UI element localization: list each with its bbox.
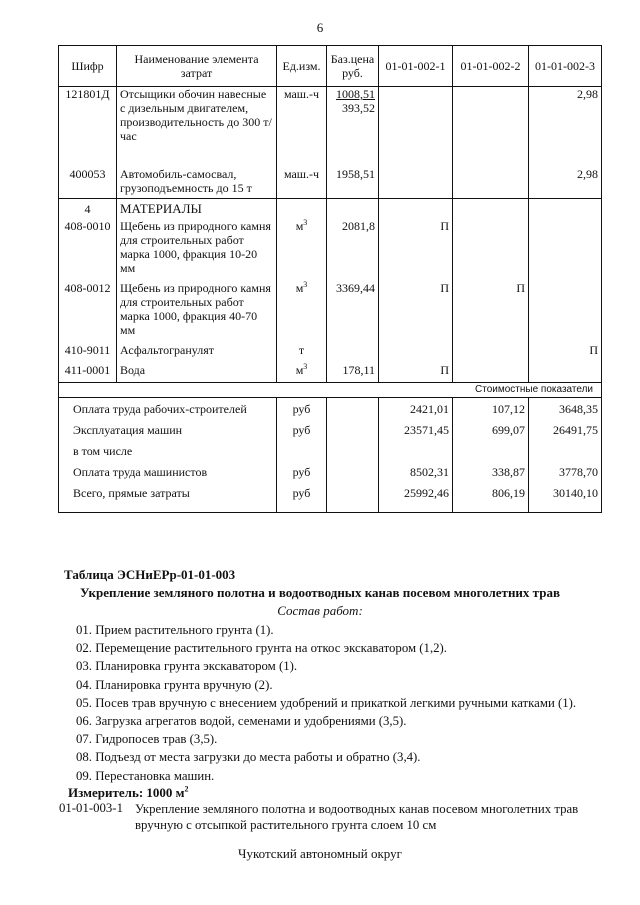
cell-col-3 (529, 219, 602, 281)
list-item: 09. Перестановка машин. (76, 768, 215, 783)
page-number: 6 (316, 20, 324, 35)
total-label: Всего, прямые затраты (59, 482, 277, 512)
total-col-1: 8502,31 (379, 461, 453, 482)
cell-col-1 (379, 343, 453, 363)
cell-code: 400053 (59, 167, 117, 199)
total-col-2: 338,87 (453, 461, 529, 482)
total-col-3: 3648,35 (529, 398, 602, 420)
total-row (59, 419, 602, 440)
total-col-1: 2421,01 (379, 398, 453, 420)
total-col-3: 30140,10 (529, 482, 602, 512)
cell-name: Щебень из природного камня для строительных работ марка 1000, фракция 40-70 мм (117, 281, 277, 343)
cell-price: 3369,44 (327, 281, 379, 343)
cell-col-1: П (379, 281, 453, 343)
total-col-3: 26491,75 (529, 419, 602, 440)
total-col-1: 25992,46 (379, 482, 453, 512)
work-list (76, 621, 576, 785)
cell-unit: $м^3$ (277, 281, 327, 343)
cell-name: Щебень из природного камня для строительных работ марка 1000, фракция 10-20 мм (117, 219, 277, 281)
list-item: 03. Планировка грунта экскаватором (1). (76, 659, 298, 674)
total-label: Оплата труда рабочих-строителей (59, 398, 277, 420)
cell-unit: $м^3$ (277, 219, 327, 281)
cell-col-1 (379, 87, 453, 167)
list-item: 04. Планировка грунта вручную (2). (76, 677, 273, 692)
cell-col-3: 2,98 (529, 87, 602, 167)
total-label: Эксплуатация машин (59, 419, 277, 440)
total-col-3: 3778,70 (529, 461, 602, 482)
cell-col-2 (453, 167, 529, 199)
total-unit: руб (277, 461, 327, 482)
table-row (59, 343, 602, 363)
total-col-2: 806,19 (453, 482, 529, 512)
section-row (59, 199, 602, 219)
list-item: 07. Гидропосев трав (3,5). (76, 732, 218, 747)
table-title: Таблица ЭСНиЕРр-01-01-003 (64, 567, 236, 582)
cell-unit: маш.-ч (277, 87, 327, 167)
cell-unit: т (277, 343, 327, 363)
header-name: Наименование элемента затрат (117, 46, 277, 87)
header-unit: Ед.изм. (277, 46, 327, 87)
table-subtitle: Укрепление земляного полотна и водоотводных канав посевом многолетних трав (80, 585, 560, 600)
cell-col-1: П (379, 219, 453, 281)
price-denominator: 393,52 (342, 101, 375, 115)
list-item: 05. Посев трав вручную с внесением удобрений и прикаткой легкими ручными катками (1). (76, 695, 577, 710)
cell-col-1 (379, 167, 453, 199)
cell-code: 411-0001 (59, 363, 117, 383)
total-row (59, 461, 602, 482)
cell-price: 2081,8 (327, 219, 379, 281)
total-col-2: 699,07 (453, 419, 529, 440)
cell-code: 121801Д (59, 87, 117, 167)
cell-col-2 (453, 343, 529, 363)
cell-col-3: П (529, 343, 602, 363)
cell-name: Автомобиль-самосвал, грузоподъемность до 15 т (117, 167, 277, 199)
cell-col-2 (453, 219, 529, 281)
cell-code: 410-9011 (59, 343, 117, 363)
cell-price: 178,11 (327, 363, 379, 383)
measure-label: Измеритель: 1000 $м^2$ (68, 784, 189, 800)
list-item: 02. Перемещение растительного грунта на откос экскаватором (1,2). (76, 641, 448, 656)
cell-name: Асфальтогранулят (117, 343, 277, 363)
total-unit: руб (277, 398, 327, 420)
resource-table (58, 45, 602, 513)
cell-price: 1958,51 (327, 167, 379, 199)
list-item: 01. Прием растительного грунта (1). (76, 623, 274, 637)
cell-col-3 (529, 281, 602, 343)
table-row (59, 219, 602, 281)
table-row (59, 363, 602, 383)
total-label: в том числе (59, 440, 277, 461)
cell-col-2 (453, 363, 529, 383)
price-numerator: 1008,51 (336, 87, 375, 101)
cell-name: Отсыщики обочин навесные с дизельным двигателем, производительность до 300 т/час (117, 87, 277, 167)
section-title: МАТЕРИАЛЫ (117, 199, 277, 219)
total-unit: руб (277, 419, 327, 440)
table-row (59, 281, 602, 343)
table-row (59, 167, 602, 199)
cell-col-3 (529, 363, 602, 383)
total-unit: руб (277, 482, 327, 512)
cell-unit: $м^3$ (277, 363, 327, 383)
total-col-1: 23571,45 (379, 419, 453, 440)
cell-price (327, 343, 379, 363)
header-code: Шифр (59, 46, 117, 87)
header-col-1: 01-01-002-1 (379, 46, 453, 87)
cell-price (327, 87, 379, 167)
section-number: 4 (59, 199, 117, 219)
cell-col-1: П (379, 363, 453, 383)
total-row (59, 398, 602, 420)
total-row (59, 440, 602, 461)
list-item: 06. Загрузка агрегатов водой, семенами и удобрениями (3,5). (76, 714, 407, 729)
cell-name: Вода (117, 363, 277, 383)
header-price: Баз.цена руб. (327, 46, 379, 87)
cell-code: 408-0010 (59, 219, 117, 281)
norm-description: Укрепление земляного полотна и водоотводных канав посевом многолетних трав вручную с отсыпкой растительного грунта слоем 10 см (135, 802, 579, 832)
list-item: 08. Подъезд от места загрузки до места работы и обратно (3,4). (76, 750, 421, 765)
page-footer: Чукотский автономный округ (238, 846, 402, 861)
total-col-2: 107,12 (453, 398, 529, 420)
header-col-3: 01-01-002-3 (529, 46, 602, 87)
norm-code: 01-01-003-1 (59, 801, 123, 815)
table-row (59, 87, 602, 167)
total-row (59, 482, 602, 512)
cost-indicators-label: Стоимостные показатели (59, 383, 602, 398)
cell-col-2 (453, 87, 529, 167)
cell-col-3: 2,98 (529, 167, 602, 199)
table-header-row (59, 46, 602, 87)
cost-indicators-row (59, 383, 602, 398)
cell-code: 408-0012 (59, 281, 117, 343)
total-label: Оплата труда машинистов (59, 461, 277, 482)
composition-label: Состав работ: (277, 603, 363, 618)
header-col-2: 01-01-002-2 (453, 46, 529, 87)
cell-unit: маш.-ч (277, 167, 327, 199)
cell-col-2: П (453, 281, 529, 343)
